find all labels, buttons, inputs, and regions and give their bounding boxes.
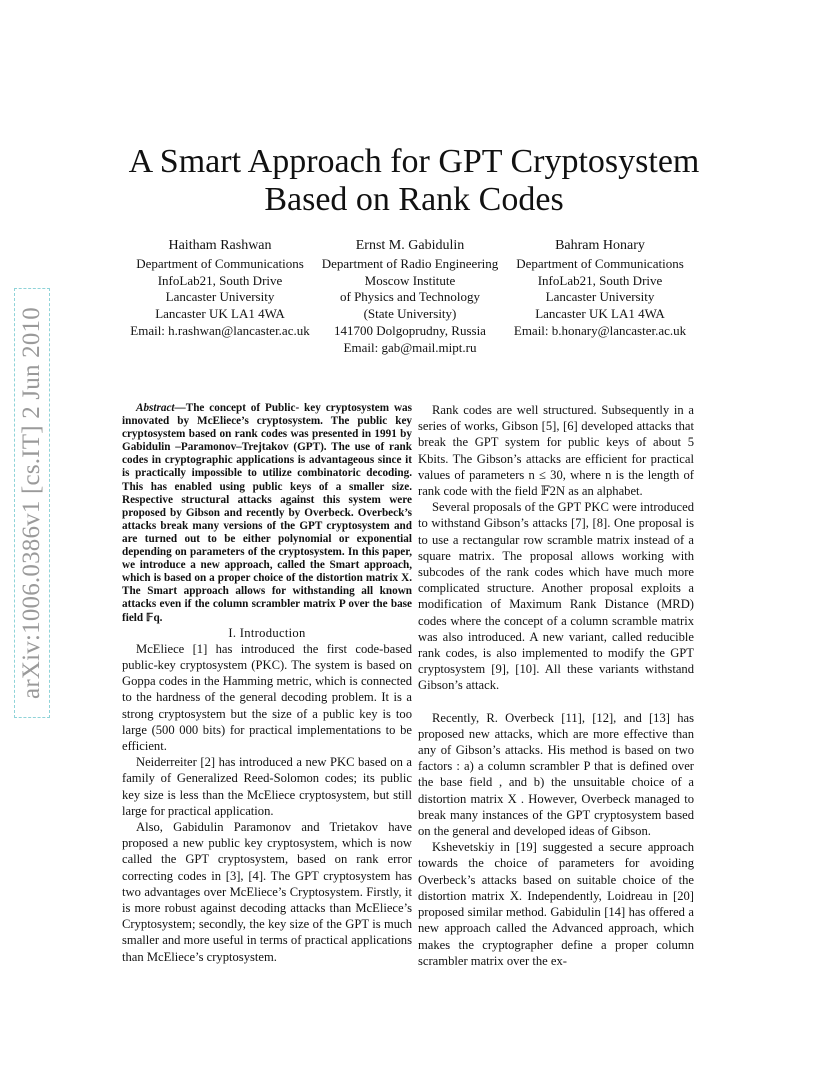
author-affiliation: InfoLab21, South Drive [157, 272, 283, 288]
author-name: Haitham Rashwan [168, 238, 272, 253]
left-column [122, 402, 412, 965]
author-affiliation: (State University) [363, 306, 457, 322]
author-honary [505, 238, 695, 340]
author-affiliation: Lancaster University [165, 289, 275, 305]
abstract-lead: Abstract [136, 402, 175, 414]
author-affiliation: Department of Communications [136, 255, 304, 271]
author-affiliation: Department of Radio Engineering [321, 255, 499, 271]
abstract-text: —The concept of Public- key cryptosystem was innovated by McEliece’s cryptosystem. The public key cryptosystem based on rank codes was presented in 1991 by Gabidulin –Paramonov–Trejtakov (GPT). The use of rank codes in cryptographic applications is advantageous since it is practically impossible to utilize combinatoric decoding. This has enabled using public keys of a smaller size. Respective structural attacks against this system were proposed by Gibson and recently by Overbeck. Overbeck’s attacks break many versions of the GPT cryptosystem and are turned out to be either polynomial or exponential depending on parameters of the cryptosystem. In this paper, we introduce a new approach, called the Smart approach, which is based on a proper choice of the distortion matrix X. The Smart approach allows for withstanding all known attacks even if the column scrambler matrix P over the base field 𝔽q. [122, 402, 412, 624]
author-name: Bahram Honary [555, 238, 645, 253]
author-name: Ernst M. Gabidulin [355, 238, 465, 253]
title-line-1: A Smart Approach for GPT Cryptosystem [128, 143, 700, 180]
section-heading: I. Introduction [228, 625, 306, 640]
author-affiliation: InfoLab21, South Drive [537, 272, 663, 288]
author-email: Email: h.rashwan@lancaster.ac.uk [130, 322, 310, 338]
paragraph: Recently, R. Overbeck [11], [12], and [13] has proposed new attacks, which are more effective than any of Gibson’s attacks. His method is based on two factors : a) a column scrambler P that is defined over the base field , and b) the unsuitable choice of a distortion matrix X . However, Overbeck managed to break many instances of the GPT cryptosystem based on the general and developed ideas of Gibson. [418, 710, 694, 839]
paragraph: Several proposals of the GPT PKC were introduced to withstand Gibson’s attacks [7], [8]. One proposal is to use a rectangular row scramble matrix instead of a square matrix. The proposal allows working with subcodes of the rank codes which have much more complicated structure. Another proposal exploits a modification of Maximum Rank Distance (MRD) codes where the concept of a column scramble matrix was also introduced. A new variant, called reducible rank codes, is also implemented to modify the GPT cryptosystem [9], [10]. All these variants withstand Gibson’s attack. [418, 500, 694, 693]
author-rashwan [120, 238, 320, 340]
paragraph-gap [418, 694, 694, 710]
paragraph: Rank codes are well structured. Subsequently in a series of works, Gibson [5], [6] developed attacks that break the GPT system for public keys of about 5 Kbits. The Gibson’s attacks are efficient for practical values of parameters n ≤ 30, where n is the length of rank code with the field 𝔽2N as an alphabet. [418, 403, 694, 499]
paragraph: McEliece [1] has introduced the first code-based public-key cryptosystem (PKC). The system is based on Goppa codes in the Hamming metric, which is connected to the hardness of the general decoding problem. It is a strong cryptosystem but the size of a public key is too large (500 000 bits) for practical implementations to be efficient. [122, 641, 412, 754]
author-gabidulin [315, 238, 505, 357]
paragraph: Neiderreiter [2] has introduced a new PKC based on a family of Generalized Reed-Solomon codes; its public key size is less than the McEliece cryptosystem, but still large for practical application. [122, 755, 412, 818]
paper-title [0, 143, 828, 219]
author-affiliation: Department of Communications [516, 255, 684, 271]
right-column [418, 402, 694, 969]
author-affiliation: 141700 Dolgoprudny, Russia [334, 322, 486, 338]
arxiv-identifier: arXiv:1006.0386v1 [cs.IT] 2 Jun 2010 [18, 307, 45, 699]
paragraph: Also, Gabidulin Paramonov and Trietakov have proposed a new public key cryptosystem, which is now called the GPT cryptosystem, based on rank error correcting codes in [3], [4]. The GPT cryptosystem has two advantages over McEliece’s Cryptosystem. Firstly, it is more robust against decoding attacks than McEliece’s Cryptosystem; secondly, the key size of the GPT is much smaller and more useful in terms of practical applications than McEliece’s cryptosystem. [122, 820, 412, 964]
abstract [122, 402, 412, 625]
author-affiliation: Lancaster University [545, 289, 655, 305]
author-block [120, 238, 720, 358]
author-email: Email: b.honary@lancaster.ac.uk [513, 322, 687, 338]
author-email: Email: gab@mail.mipt.ru [343, 339, 477, 355]
author-affiliation: Moscow Institute [364, 272, 456, 288]
author-affiliation: Lancaster UK LA1 4WA [535, 306, 665, 322]
author-affiliation: of Physics and Technology [339, 289, 481, 305]
author-affiliation: Lancaster UK LA1 4WA [155, 306, 285, 322]
paragraph: Kshevetskiy in [19] suggested a secure approach towards the choice of parameters for avoiding Overbeck’s attacks based on suitable choice of the distortion matrix X. Independently, Loidreau in [20] proposed similar method. Gabidulin [14] has offered a new approach called the Advanced approach, which makes the cryptographer define a proper column scrambler matrix over the ex- [418, 840, 694, 968]
title-line-2: Based on Rank Codes [264, 181, 564, 218]
